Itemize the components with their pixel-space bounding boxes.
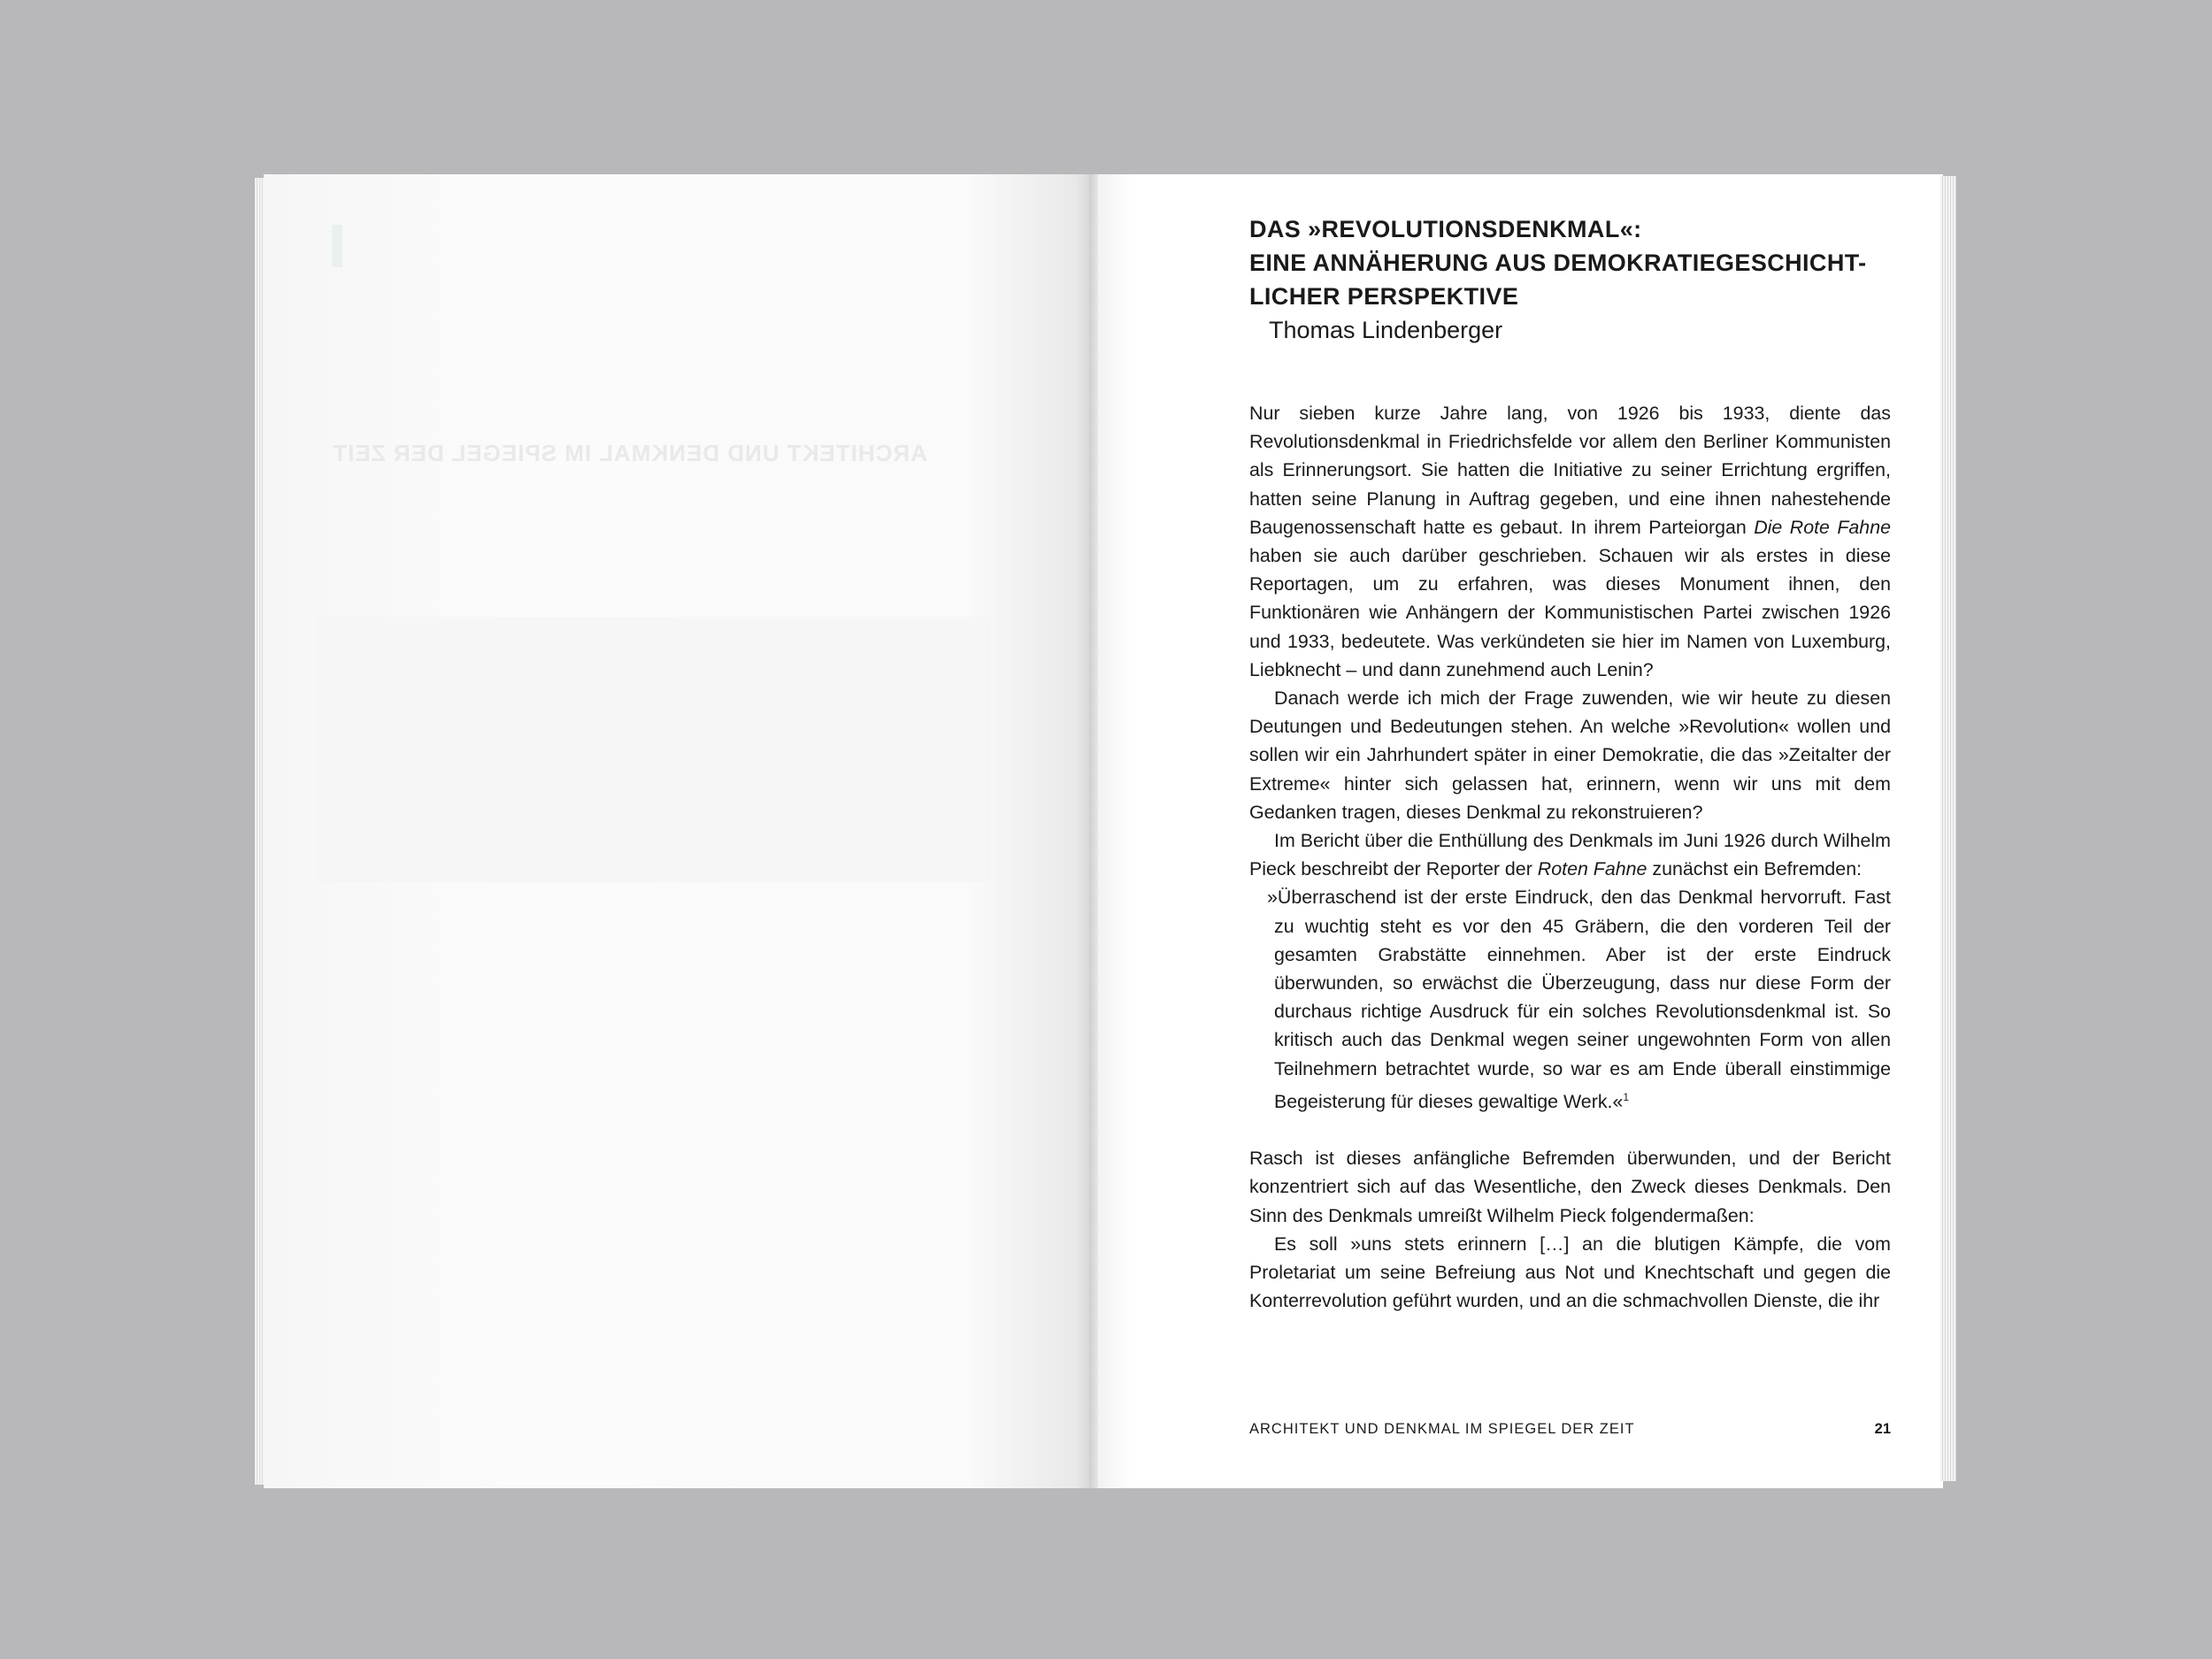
show-through-heading: ARCHITEKT UND DENKMAL IM SPIEGEL DER ZEIT bbox=[332, 440, 927, 466]
page-number: 21 bbox=[1874, 1421, 1891, 1437]
left-page bbox=[264, 174, 1091, 1488]
article-body bbox=[1249, 399, 1891, 1315]
right-page-edges bbox=[1940, 176, 1956, 1481]
book-spine bbox=[1089, 174, 1098, 1488]
running-title: ARCHITEKT UND DENKMAL IM SPIEGEL DER ZEIT bbox=[1249, 1421, 1635, 1437]
paragraph-3-text-a: Im Bericht über die Enthüllung des Denkmals im Juni 1926 durch Wilhelm Pieck beschreibt der Reporter der bbox=[1249, 830, 1891, 880]
title-line-1: DAS »REVOLUTIONSDENKMAL«: bbox=[1249, 216, 1642, 242]
paragraph-1-italic: Die Rote Fahne bbox=[1754, 516, 1891, 538]
article bbox=[1249, 212, 1891, 1315]
paragraph-3-italic: Roten Fahne bbox=[1537, 858, 1647, 880]
block-quote-1-text: »Überraschend ist der erste Eindruck, den das Denkmal hervorruft. Fast zu wuchtig steht es vor den 45 Gräbern, die den vorderen Teil der gesamten Grabstätte einnehmen. Aber ist der erste Eindruck überwunden, so erwächst die Überzeugung, dass nur diese Form der durchaus richtige Ausdruck für ein solches Revolutionsdenkmal ist. So kritisch auch das Denkmal wegen seiner ungewohnten Form von allen Teilnehmern betrachtet wurde, so war es am Ende überall einstimmige Begeisterung für dieses gewaltige Werk.« bbox=[1267, 887, 1891, 1112]
paragraph-3 bbox=[1249, 826, 1891, 883]
block-quote-1 bbox=[1267, 883, 1891, 1116]
page-footer bbox=[1249, 1421, 1891, 1438]
paragraph-2: Danach werde ich mich der Frage zuwenden, wie wir heute zu diesen Deutungen und Bedeutungen stehen. An welche »Revolution« wollen und sollen wir ein Jahrhundert später in einer Demokratie, die das »Zeitalter der Extreme« hinter sich gelassen hat, erinnern, wenn wir uns mit dem Gedanken tragen, dieses Denkmal zu rekonstruieren? bbox=[1249, 687, 1891, 823]
article-title bbox=[1249, 212, 1891, 313]
footnote-mark: 1 bbox=[1623, 1090, 1630, 1103]
paragraph-1-text-b: haben sie auch darüber geschrieben. Schauen wir als erstes in diese Reportagen, um zu erfahren, was dieses Monument ihnen, den Funktionären wie Anhängern der Kommunistischen Partei zwischen 1926 und 1933, bedeutete. Was verkündeten sie hier im Namen von Luxemburg, Liebknecht – und dann zunehmend auch Lenin? bbox=[1249, 545, 1891, 680]
show-through-marker bbox=[332, 225, 342, 267]
paragraph-3-text-b: zunächst ein Befremden: bbox=[1647, 858, 1863, 880]
paragraph-1 bbox=[1249, 399, 1891, 684]
title-line-3: LICHER PERSPEKTIVE bbox=[1249, 283, 1519, 310]
article-author: Thomas Lindenberger bbox=[1269, 317, 1503, 343]
title-line-2: EINE ANNÄHERUNG AUS DEMOKRATIEGESCHICHT- bbox=[1249, 250, 1867, 276]
paragraph-1-text-a: Nur sieben kurze Jahre lang, von 1926 bis 1933, diente das Revolutionsdenkmal in Friedrichsfelde vor allem den Berliner Kommunisten als Erinnerungsort. Sie hatten die Initiative zu seiner Errichtung ergriffen, hatten seine Planung in Auftrag gegeben, und eine ihnen nahestehende Baugenossenschaft hatte es gebaut. In ihrem Parteiorgan bbox=[1249, 403, 1891, 538]
show-through-block bbox=[317, 617, 989, 882]
paragraph-4: Rasch ist dieses anfängliche Befremden überwunden, und der Bericht konzentriert sich auf das Wesentliche, den Zweck dieses Denkmals. Den Sinn des Denkmals umreißt Wilhelm Pieck folgendermaßen: bbox=[1249, 1148, 1891, 1226]
block-quote-2: Es soll »uns stets erinnern […] an die blutigen Kämpfe, die vom Proletariat um seine Befreiung aus Not und Knechtschaft und gegen die Konterrevolution geführt wurden, und an die schmachvollen Dienste, die ihr bbox=[1249, 1233, 1891, 1312]
